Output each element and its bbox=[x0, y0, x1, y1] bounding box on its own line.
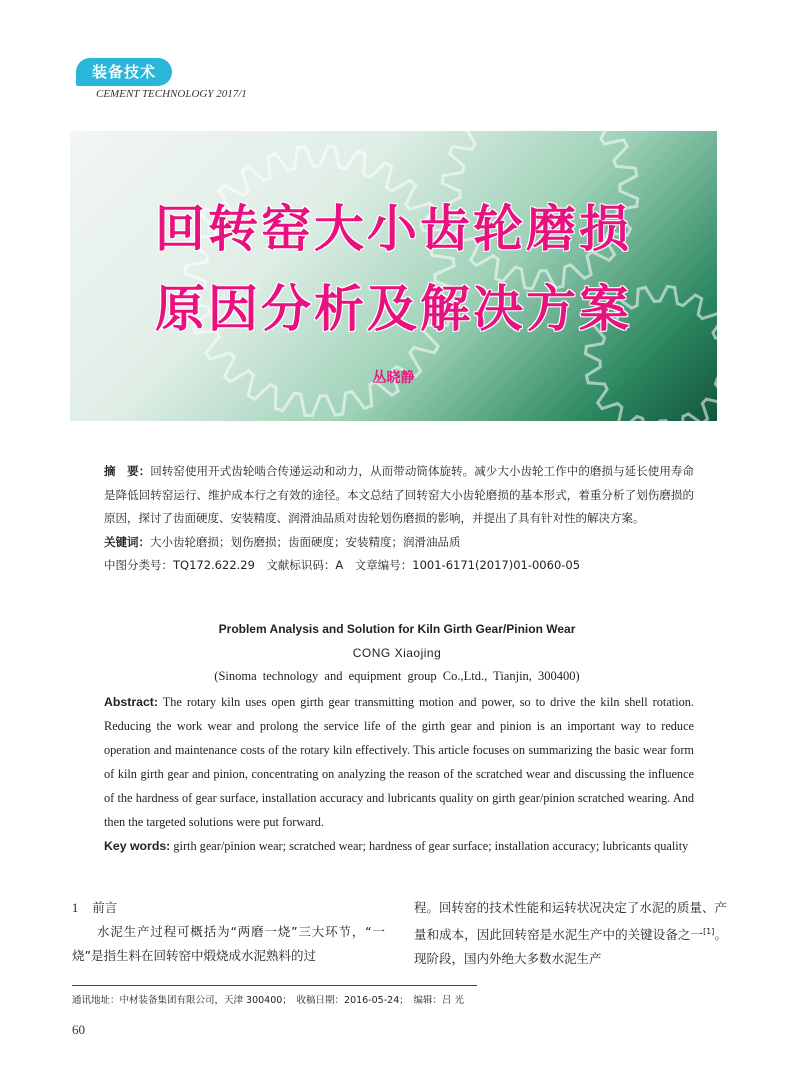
article-author: 丛晓静 bbox=[372, 370, 415, 386]
english-front-matter bbox=[104, 690, 694, 858]
section-heading bbox=[72, 896, 385, 920]
keywords-en bbox=[104, 834, 694, 858]
abstract-en-text: The rotary kiln uses open girth gear transmitting motion and power, so to drive the kiln shell rotation. Reducing the work wear and prolong the service life of the girth gear and pinion is an important way to reduce operation and maintenance costs of the rotary kiln effectively. This article focuses on summarizing the basic wear form of kiln girth gear and pinion, concentrating on analyzing the reason of the scratched wear and discussing the influence of the hardness of gear surface, installation accuracy and lubricants quality on girth gear/pinion scratched wearing. And then the targeted solutions were put forward. bbox=[104, 695, 695, 829]
keywords-cn bbox=[104, 531, 694, 555]
body-paragraph-right-cont: 。现阶段，国内外绝大多数水泥生产 bbox=[414, 927, 727, 967]
abstract-en-label: Abstract: bbox=[104, 695, 158, 709]
keywords-cn-text: 大小齿轮磨损；划伤磨损；齿面硬度；安装精度；润滑油品质 bbox=[150, 534, 461, 549]
body-column-left bbox=[72, 896, 385, 968]
abstract-cn-label: 摘 要： bbox=[104, 464, 151, 478]
section-title: 前言 bbox=[92, 900, 118, 915]
classification-line: 中图分类号：TQ172.622.29 文献标识码：A 文章编号：1001-6171(2017)01-0060-05 bbox=[104, 558, 581, 572]
abstract-en bbox=[104, 690, 694, 834]
page-number: 60 bbox=[72, 1022, 85, 1037]
section-number: 1 bbox=[72, 901, 79, 915]
abstract-cn-text: 回转窑使用开式齿轮啮合传递运动和动力，从而带动筒体旋转。减少大小齿轮工作中的磨损与延长使用寿命是降低回转窑运行、维护成本行之有效的途径。本文总结了回转窑大小齿轮磨损的基本形式，着重分析了划伤磨损的原因，探讨了齿面硬度、安装精度、润滑油品质对齿轮划伤磨损的影响，并提出了具有针对性的解决方案。 bbox=[104, 464, 694, 525]
journal-header: CEMENT TECHNOLOGY 2017/1 bbox=[96, 88, 247, 100]
footnote-divider bbox=[72, 985, 477, 986]
body-paragraph-left: 水泥生产过程可概括为“两磨一烧”三大环节，“一烧”是指生料在回转窑中煅烧成水泥熟料的过 bbox=[72, 924, 385, 963]
keywords-cn-label: 关键词： bbox=[104, 534, 150, 549]
chinese-front-matter bbox=[104, 460, 694, 578]
keywords-en-text: girth gear/pinion wear; scratched wear; hardness of gear surface; installation accuracy; lubricants quality bbox=[173, 839, 689, 853]
body-column-right bbox=[414, 896, 727, 971]
section-badge: 装备技术 bbox=[76, 58, 172, 86]
article-title-line-2: 原因分析及解决方案 bbox=[155, 280, 632, 338]
keywords-en-label: Key words: bbox=[104, 839, 171, 853]
reference-mark[interactable]: [1] bbox=[703, 927, 715, 936]
abstract-cn bbox=[104, 460, 694, 531]
english-author: CONG Xiaojing bbox=[352, 646, 442, 660]
body-paragraph-right: 程。回转窑的技术性能和运转状况决定了水泥的质量、产量和成本，因此回转窑是水泥生产中的关键设备之一 bbox=[414, 900, 727, 943]
footnote: 通讯地址：中材装备集团有限公司，天津 300400； 收稿日期：2016-05-24； 编辑：吕 光 bbox=[72, 995, 465, 1006]
english-title: Problem Analysis and Solution for Kiln Girth Gear/Pinion Wear bbox=[218, 622, 576, 636]
english-affiliation: (Sinoma technology and equipment group Co.,Ltd., Tianjin, 300400) bbox=[214, 669, 580, 683]
article-title-line-1: 回转窑大小齿轮磨损 bbox=[155, 200, 632, 258]
hero-banner bbox=[70, 131, 717, 421]
